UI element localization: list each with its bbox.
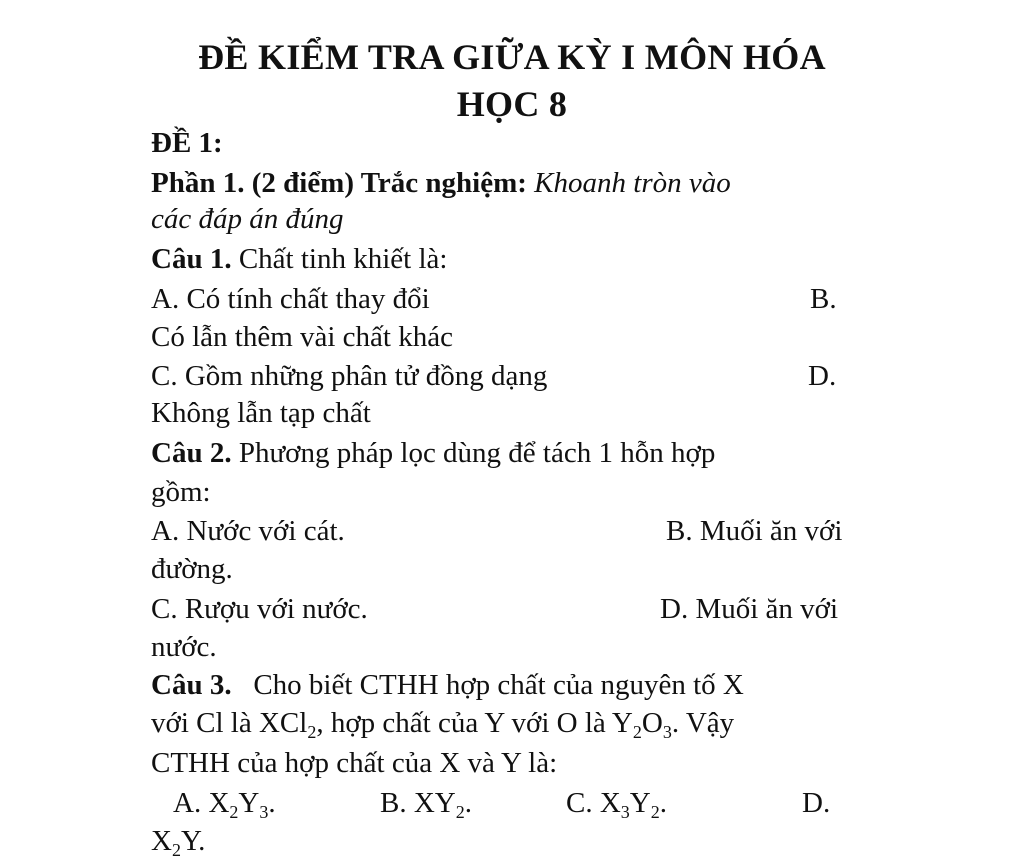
q3-option-a-part: A. X [173,787,230,819]
q2-option-b-cont: đường. [151,553,233,585]
q1-option-b-letter: B. [810,283,837,315]
q2-option-d-cont: nước. [151,631,217,663]
question-2 [151,435,715,471]
q3-option-a-subscript: 3 [259,802,269,822]
part1-instruction-cont: các đáp án đúng [151,203,344,235]
q3-option-c-part: Y [629,787,651,819]
q3-text-part: . Vậy [671,707,735,739]
q2-option-d: D. Muối ăn với [660,593,839,625]
q3-option-c-subscript: 2 [650,802,660,822]
q3-option-d [151,823,205,859]
q3-option-a-subscript: 2 [229,802,239,822]
question-2-text: Phương pháp lọc dùng để tách 1 hỗn hợp [238,437,716,469]
part1-instruction: Khoanh tròn vào [534,167,731,199]
q1-option-d-letter: D. [808,360,837,392]
question-3-text-line-3: CTHH của hợp chất của X và Y là: [151,747,558,779]
q2-option-c: C. Rượu với nước. [151,593,368,625]
q2-option-b: B. Muối ăn với [666,515,843,547]
question-3 [151,667,744,703]
q3-option-c-part: . [659,787,667,819]
q3-option-d-part: Y. [180,825,206,857]
q3-option-d-part: X [151,825,172,857]
q3-text-part: O [641,707,663,739]
question-3-text-line-2 [151,705,734,741]
q3-option-b-part: B. XY [380,787,456,819]
exam-label: ĐỀ 1: [151,127,223,159]
q3-option-c [566,785,667,821]
q3-option-d-letter: D. [802,787,831,819]
q3-option-c-part: C. X [566,787,621,819]
q3-subscript: 2 [632,722,642,742]
q3-option-a-part: . [268,787,276,819]
q3-option-b-subscript: 2 [455,802,465,822]
exam-title-line-1: ĐỀ KIỂM TRA GIỮA KỲ I MÔN HÓA [198,37,826,77]
q3-text-part: với Cl là XCl [151,707,308,739]
q1-option-d-text: Không lẫn tạp chất [151,397,371,429]
part1-heading: Phần 1. (2 điểm) Trắc nghiệm: [151,167,527,199]
q3-option-d-subscript: 2 [171,840,181,860]
q1-option-a: A. Có tính chất thay đổi [151,283,430,315]
q1-option-b-text: Có lẫn thêm vài chất khác [151,321,453,353]
q3-option-b-part: . [464,787,472,819]
question-3-label: Câu 3. [151,669,232,701]
q3-subscript: 2 [307,722,317,742]
q3-option-c-subscript: 3 [620,802,630,822]
question-1 [151,241,447,277]
question-3-text: Cho biết CTHH hợp chất của nguyên tố X [253,669,744,701]
q3-text-part: , hợp chất của Y với O là Y [316,707,633,739]
question-2-text-cont: gồm: [151,476,211,508]
q2-option-a: A. Nước với cát. [151,515,345,547]
q3-option-b [380,785,472,821]
q3-option-a-part: Y [238,787,260,819]
exam-title-line-2: HỌC 8 [456,84,568,124]
q1-option-c: C. Gồm những phân tử đồng dạng [151,360,548,392]
q3-option-a [173,785,276,821]
part1-heading-line [151,165,731,201]
question-1-label: Câu 1. [151,243,232,275]
q3-subscript: 3 [662,722,672,742]
question-2-label: Câu 2. [151,437,232,469]
question-1-text: Chất tinh khiết là: [238,243,448,275]
